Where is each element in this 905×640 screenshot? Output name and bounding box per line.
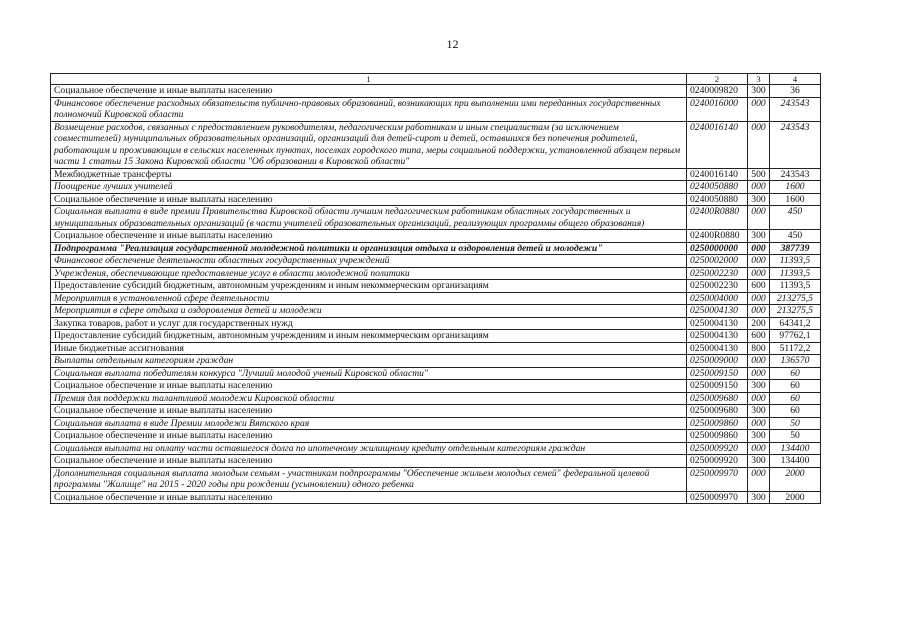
table-row [51, 367, 821, 380]
table-row [51, 121, 821, 168]
header-cell-vr: 3 [748, 74, 770, 85]
row-code-cell: 0250009860 [687, 430, 748, 443]
row-code-cell: 0240050880 [687, 193, 748, 206]
row-code-cell: 0250009680 [687, 392, 748, 405]
row-expense-type-cell: 000 [748, 255, 770, 268]
row-expense-type-cell: 000 [748, 467, 770, 491]
header-cell-name: 1 [51, 74, 687, 85]
row-name-cell: Финансовое обеспечение расходных обязательств публично-правовых образований, возникающих при выполнении ими переданных государственных полномочий Кировской области [51, 97, 687, 121]
row-code-cell: 02400R0880 [687, 230, 748, 243]
row-name-cell: Предоставление субсидий бюджетным, автономным учреждениям и иным некоммерческим организациям [51, 330, 687, 343]
table-header-row [51, 74, 821, 85]
table-row [51, 230, 821, 243]
row-name-cell: Выплаты отдельным категориям граждан [51, 355, 687, 368]
row-name-cell: Закупка товаров, работ и услуг для государственных нужд [51, 317, 687, 330]
row-amount-cell: 60 [770, 380, 821, 393]
table-row [51, 255, 821, 268]
row-amount-cell: 50 [770, 430, 821, 443]
table-row [51, 392, 821, 405]
row-name-cell: Социальное обеспечение и иные выплаты населению [51, 85, 687, 98]
row-amount-cell: 11393,5 [770, 267, 821, 280]
row-amount-cell: 1600 [770, 193, 821, 206]
row-name-cell: Дополнительная социальная выплата молодым семьям - участникам подпрограммы "Обеспечение жильем молодых семей" федеральной целевой программы "Жилище" на 2015 - 2020 годы при рождении (усыновлении) одного ребенка [51, 467, 687, 491]
row-name-cell: Социальная выплата в виде Премии молодежи Вятского края [51, 417, 687, 430]
table-row [51, 280, 821, 293]
row-name-cell: Социальное обеспечение и иные выплаты населению [51, 193, 687, 206]
row-name-cell: Социальное обеспечение и иные выплаты населению [51, 455, 687, 468]
row-expense-type-cell: 000 [748, 355, 770, 368]
table-row [51, 267, 821, 280]
row-code-cell: 0250004130 [687, 305, 748, 318]
row-amount-cell: 60 [770, 367, 821, 380]
row-code-cell: 0250009970 [687, 467, 748, 491]
table-row [51, 242, 821, 255]
row-amount-cell: 243543 [770, 121, 821, 168]
table-row [51, 467, 821, 491]
row-code-cell: 0250000000 [687, 242, 748, 255]
row-code-cell: 0250002230 [687, 280, 748, 293]
row-name-cell: Социальное обеспечение и иные выплаты населению [51, 380, 687, 393]
page-number: 12 [446, 37, 459, 51]
row-name-cell: Мероприятия в сфере отдыха и оздоровления детей и молодежи [51, 305, 687, 318]
row-expense-type-cell: 000 [748, 121, 770, 168]
row-amount-cell: 136570 [770, 355, 821, 368]
row-code-cell: 0250002230 [687, 267, 748, 280]
table-row [51, 405, 821, 418]
row-name-cell: Мероприятия в установленной сфере деятельности [51, 292, 687, 305]
row-amount-cell: 134400 [770, 442, 821, 455]
table-row [51, 181, 821, 194]
row-name-cell: Премия для поддержки талантливой молодежи Кировской области [51, 392, 687, 405]
table-row [51, 430, 821, 443]
row-name-cell: Подпрограмма "Реализация государственной молодежной политики и организация отдыха и оздоровления детей и молодежи" [51, 242, 687, 255]
row-amount-cell: 450 [770, 206, 821, 230]
row-name-cell: Предоставление субсидий бюджетным, автономным учреждениям и иным некоммерческим организациям [51, 280, 687, 293]
row-name-cell: Социальное обеспечение и иные выплаты населению [51, 405, 687, 418]
row-amount-cell: 60 [770, 392, 821, 405]
row-expense-type-cell: 000 [748, 442, 770, 455]
row-expense-type-cell: 300 [748, 85, 770, 98]
row-name-cell: Учреждения, обеспечивающие предоставление услуг в области молодежной политики [51, 267, 687, 280]
row-code-cell: 0250004130 [687, 342, 748, 355]
row-expense-type-cell: 000 [748, 206, 770, 230]
row-name-cell: Поощрение лучших учителей [51, 181, 687, 194]
row-code-cell: 0250002000 [687, 255, 748, 268]
row-code-cell: 0250009970 [687, 491, 748, 504]
row-code-cell: 0250009860 [687, 417, 748, 430]
table-row [51, 455, 821, 468]
table-row [51, 330, 821, 343]
table-row [51, 442, 821, 455]
row-amount-cell: 134400 [770, 455, 821, 468]
row-amount-cell: 2000 [770, 491, 821, 504]
row-amount-cell: 64341,2 [770, 317, 821, 330]
row-expense-type-cell: 300 [748, 430, 770, 443]
row-code-cell: 0240016140 [687, 168, 748, 181]
row-amount-cell: 243543 [770, 168, 821, 181]
row-amount-cell: 1600 [770, 181, 821, 194]
row-amount-cell: 213275,5 [770, 292, 821, 305]
row-amount-cell: 60 [770, 405, 821, 418]
row-expense-type-cell: 000 [748, 292, 770, 305]
row-amount-cell: 51172,2 [770, 342, 821, 355]
row-amount-cell: 2000 [770, 467, 821, 491]
header-cell-code: 2 [687, 74, 748, 85]
table-row [51, 355, 821, 368]
row-code-cell: 02400R0880 [687, 206, 748, 230]
row-code-cell: 0250009680 [687, 405, 748, 418]
row-expense-type-cell: 000 [748, 97, 770, 121]
row-name-cell: Социальное обеспечение и иные выплаты населению [51, 491, 687, 504]
table-row [51, 305, 821, 318]
row-expense-type-cell: 000 [748, 305, 770, 318]
row-expense-type-cell: 300 [748, 491, 770, 504]
row-amount-cell: 387739 [770, 242, 821, 255]
row-amount-cell: 450 [770, 230, 821, 243]
row-name-cell: Социальное обеспечение и иные выплаты населению [51, 430, 687, 443]
table-row [51, 491, 821, 504]
row-amount-cell: 97762,1 [770, 330, 821, 343]
row-expense-type-cell: 300 [748, 455, 770, 468]
row-expense-type-cell: 500 [748, 168, 770, 181]
table-row [51, 206, 821, 230]
row-code-cell: 0250004130 [687, 330, 748, 343]
row-expense-type-cell: 800 [748, 342, 770, 355]
table-row [51, 292, 821, 305]
row-name-cell: Межбюджетные трансферты [51, 168, 687, 181]
row-expense-type-cell: 300 [748, 193, 770, 206]
row-amount-cell: 36 [770, 85, 821, 98]
row-code-cell: 0250009000 [687, 355, 748, 368]
row-name-cell: Финансовое обеспечение деятельности областных государственных учреждений [51, 255, 687, 268]
table-row [51, 168, 821, 181]
table-row [51, 342, 821, 355]
row-name-cell: Социальная выплата победителям конкурса "Лучший молодой ученый Кировской области" [51, 367, 687, 380]
row-expense-type-cell: 600 [748, 280, 770, 293]
row-name-cell: Иные бюджетные ассигнования [51, 342, 687, 355]
row-expense-type-cell: 600 [748, 330, 770, 343]
row-code-cell: 0250009920 [687, 442, 748, 455]
row-expense-type-cell: 300 [748, 380, 770, 393]
row-code-cell: 0240016140 [687, 121, 748, 168]
row-amount-cell: 50 [770, 417, 821, 430]
row-name-cell: Социальная выплата на оплату части оставшегося долга по ипотечному жилищному кредиту отдельным категориям граждан [51, 442, 687, 455]
row-expense-type-cell: 300 [748, 230, 770, 243]
row-code-cell: 0250009150 [687, 380, 748, 393]
row-expense-type-cell: 300 [748, 405, 770, 418]
row-code-cell: 0240016000 [687, 97, 748, 121]
row-code-cell: 0240050880 [687, 181, 748, 194]
row-amount-cell: 11393,5 [770, 280, 821, 293]
row-amount-cell: 243543 [770, 97, 821, 121]
table-row [51, 85, 821, 98]
row-code-cell: 0250004000 [687, 292, 748, 305]
row-amount-cell: 11393,5 [770, 255, 821, 268]
table-row [51, 380, 821, 393]
row-expense-type-cell: 000 [748, 392, 770, 405]
row-expense-type-cell: 000 [748, 367, 770, 380]
row-expense-type-cell: 000 [748, 242, 770, 255]
table-row [51, 417, 821, 430]
header-cell-amount: 4 [770, 74, 821, 85]
row-name-cell: Возмещение расходов, связанных с предоставлением руководителям, педагогическим работникам и иным специалистам (за исключением совместителей) муниципальных образовательных организаций, организаций для детей-сирот и детей, оставшихся без попечения родителей, работающим и проживающим в сельских населенных пунктах, поселках городского типа, меры социальной поддержки, установленной абзацем первым части 1 статьи 15 Закона Кировской области "Об образовании в Кировской области" [51, 121, 687, 168]
table-row [51, 97, 821, 121]
row-expense-type-cell: 000 [748, 267, 770, 280]
row-expense-type-cell: 200 [748, 317, 770, 330]
row-name-cell: Социальная выплата в виде премии Правительства Кировской области лучшим педагогическим работникам областных государственных и муниципальных образовательных организаций (в части учителей образовательных организаций, реализующих программы общего образования) [51, 206, 687, 230]
row-name-cell: Социальное обеспечение и иные выплаты населению [51, 230, 687, 243]
row-amount-cell: 213275,5 [770, 305, 821, 318]
budget-table [50, 73, 821, 504]
row-expense-type-cell: 000 [748, 181, 770, 194]
table-row [51, 317, 821, 330]
row-code-cell: 0250009920 [687, 455, 748, 468]
row-code-cell: 0240009820 [687, 85, 748, 98]
row-code-cell: 0250009150 [687, 367, 748, 380]
row-code-cell: 0250004130 [687, 317, 748, 330]
table-row [51, 193, 821, 206]
row-expense-type-cell: 000 [748, 417, 770, 430]
